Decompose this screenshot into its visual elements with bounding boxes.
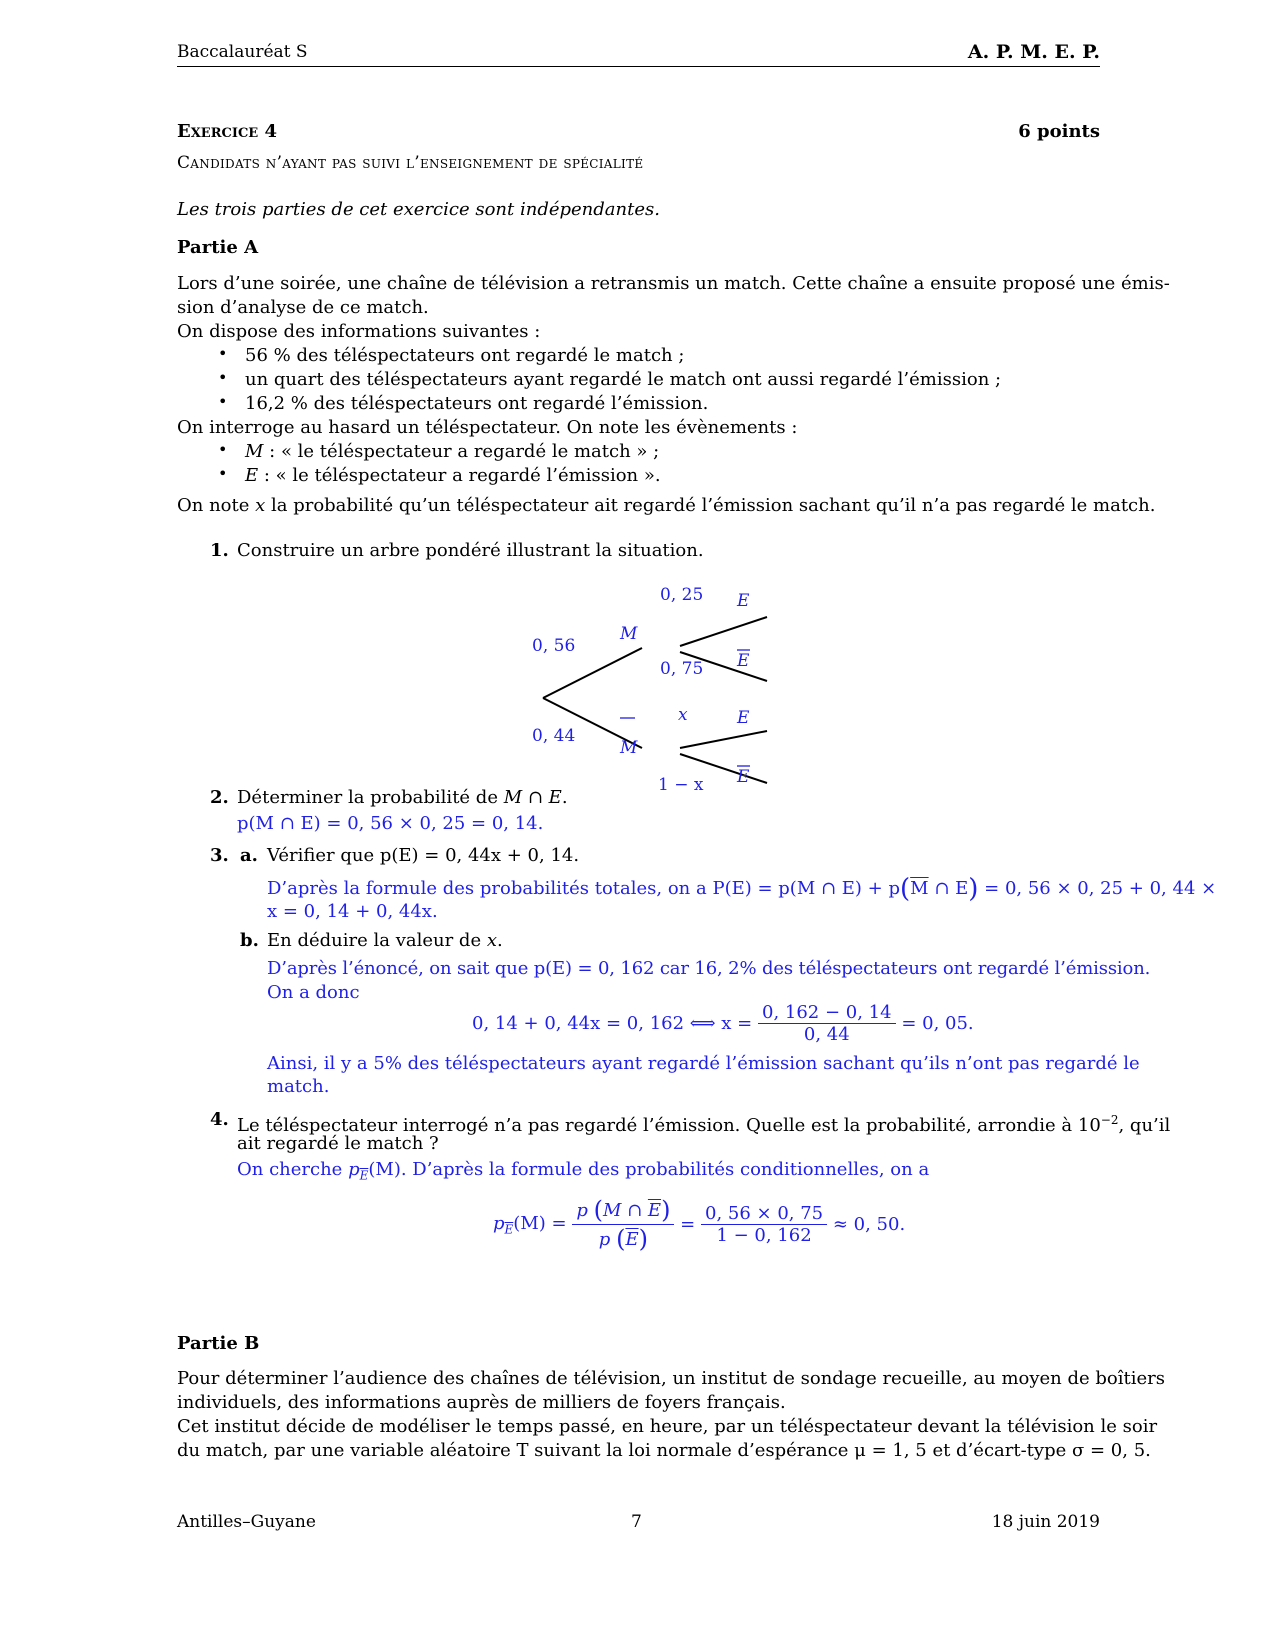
exercise-title: Exercice 4	[177, 121, 277, 142]
node-notE-1: E	[737, 651, 750, 671]
node-notE-2: E	[737, 767, 750, 787]
footer-left: Antilles–Guyane	[177, 1512, 316, 1532]
q3a-answer-line1: D’après la formule des probabilités totales, on a P(E) = p(M ∩ $E) + p(\overline{M}$ ∩ E) = 0, 56 × 0, 25 + 0, 44 ×	[267, 874, 1217, 904]
intro-text: Les trois parties de cet exercice sont indépendantes.	[177, 199, 660, 220]
node-notM: M	[620, 738, 638, 758]
q4-equation: $p_{\overline{E}}(M)$ = $\frac{p (M \cap \overline{E})}{p (\overline{E})}$ = $\frac{0, 56 \times 0, 75}{1 - 0, 162}$ ≈ 0, 50.	[493, 1196, 906, 1253]
q3b-label: b.	[240, 930, 259, 951]
exercise-points: 6 points	[1018, 121, 1100, 142]
label-p-M: 0, 56	[532, 636, 576, 656]
partB-line1: Pour déterminer l’audience des chaînes de télévision, un institut de sondage recueille, au moyen de boîtiers	[177, 1368, 1165, 1389]
event-item: E : « le téléspectateur a regardé l’émission ».	[245, 465, 661, 486]
label-p-E-given-M: 0, 25	[660, 585, 704, 605]
q3b-text: En déduire la valeur de x.	[267, 930, 503, 951]
footer-right: 18 juin 2019	[991, 1512, 1100, 1532]
page-number: 7	[631, 1512, 642, 1532]
branch-M-E	[680, 617, 767, 646]
q4-answer-line1: On cherche $p_{\overline{E}}(M)$. D’après la formule des probabilités conditionnelles, on a	[237, 1159, 930, 1183]
partA-title: Partie A	[177, 237, 259, 258]
partA-para3: On interroge au hasard un téléspectateur. On note les évènements :	[177, 417, 798, 438]
label-p-E-given-notM: x	[678, 705, 688, 725]
exercise-subtitle: Candidats n’ayant pas suivi l’enseignement de spécialité	[177, 153, 644, 173]
q2-answer: p(M ∩ E) = 0, 56 × 0, 25 = 0, 14.	[237, 813, 544, 834]
partA-para4: On note x la probabilité qu’un téléspectateur ait regardé l’émission sachant qu’il n’a pas regardé le match.	[177, 495, 1156, 516]
node-E-1: E	[737, 591, 750, 611]
q3b-answer-line1: D’après l’énoncé, on sait que p(E) = 0, 162 car 16, 2% des téléspectateurs ont regardé l’émission.	[267, 958, 1151, 979]
label-p-notM: 0, 44	[532, 726, 576, 746]
q3a-label: a.	[240, 845, 258, 866]
event-item: M : « le téléspectateur a regardé le match » ;	[245, 441, 660, 462]
q3-number: 3.	[210, 845, 229, 866]
info-item: un quart des téléspectateurs ayant regardé le match ont aussi regardé l’émission ;	[245, 369, 1002, 390]
q3a-text: Vérifier que p(E) = 0, 44x + 0, 14.	[267, 845, 580, 866]
q3b-answer-line2: On a donc	[267, 982, 360, 1003]
label-p-notE-given-notM: 1 − x	[658, 775, 704, 795]
bullet: •	[218, 440, 228, 459]
node-E-2: E	[737, 708, 750, 728]
header-left: Baccalauréat S	[177, 42, 308, 62]
partA-para1b: sion d’analyse de ce match.	[177, 297, 429, 318]
partB-line3: Cet institut décide de modéliser le temps passé, en heure, par un téléspectateur devant la télévision le soir	[177, 1416, 1158, 1437]
partB-line4: du match, par une variable aléatoire T suivant la loi normale d’espérance μ = 1, 5 et d’écart-type σ = 0, 5.	[177, 1440, 1151, 1461]
bullet: •	[218, 368, 228, 387]
q2-text: Déterminer la probabilité de M ∩ E.	[237, 787, 568, 808]
bullet: •	[218, 464, 228, 483]
q1-number: 1.	[210, 540, 229, 561]
label-p-notE-given-M: 0, 75	[660, 659, 704, 679]
q3a-answer-line2: x = 0, 14 + 0, 44x.	[267, 901, 438, 922]
info-item: 16,2 % des téléspectateurs ont regardé l’émission.	[245, 393, 709, 414]
q4-text-line2: ait regardé le match ?	[237, 1133, 439, 1154]
partA-para2: On dispose des informations suivantes :	[177, 321, 541, 342]
node-M: M	[620, 624, 638, 644]
header-right: A. P. M. E. P.	[967, 41, 1100, 63]
bullet: •	[218, 392, 228, 411]
q3b-answer-line3: Ainsi, il y a 5% des téléspectateurs ayant regardé l’émission sachant qu’ils n’ont pas regardé le	[267, 1053, 1140, 1074]
probability-tree	[520, 580, 800, 810]
partB-title: Partie B	[177, 1333, 260, 1354]
q1-text: Construire un arbre pondéré illustrant la situation.	[237, 540, 704, 561]
q3b-answer-line4: match.	[267, 1076, 330, 1097]
q3b-equation: 0, 14 + 0, 44x = 0, 162 ⟺ x = $\frac{0, 162 - 0, 14}{0, 44}$ = 0, 05.	[472, 1002, 974, 1045]
header-rule	[177, 66, 1100, 67]
q4-number: 4.	[210, 1109, 229, 1130]
partB-line2: individuels, des informations auprès de milliers de foyers français.	[177, 1392, 786, 1413]
q2-number: 2.	[210, 787, 229, 808]
partA-para1: Lors d’une soirée, une chaîne de télévision a retransmis un match. Cette chaîne a ensuite proposé une émis-	[177, 273, 1170, 294]
q4-text-line1: Le téléspectateur interrogé n’a pas regardé l’émission. Quelle est la probabilité, arrondie à $10^{-2}$, qu’il	[237, 1113, 1171, 1136]
info-item: 56 % des téléspectateurs ont regardé le match ;	[245, 345, 685, 366]
bullet: •	[218, 344, 228, 363]
branch-notM-E	[680, 731, 767, 748]
